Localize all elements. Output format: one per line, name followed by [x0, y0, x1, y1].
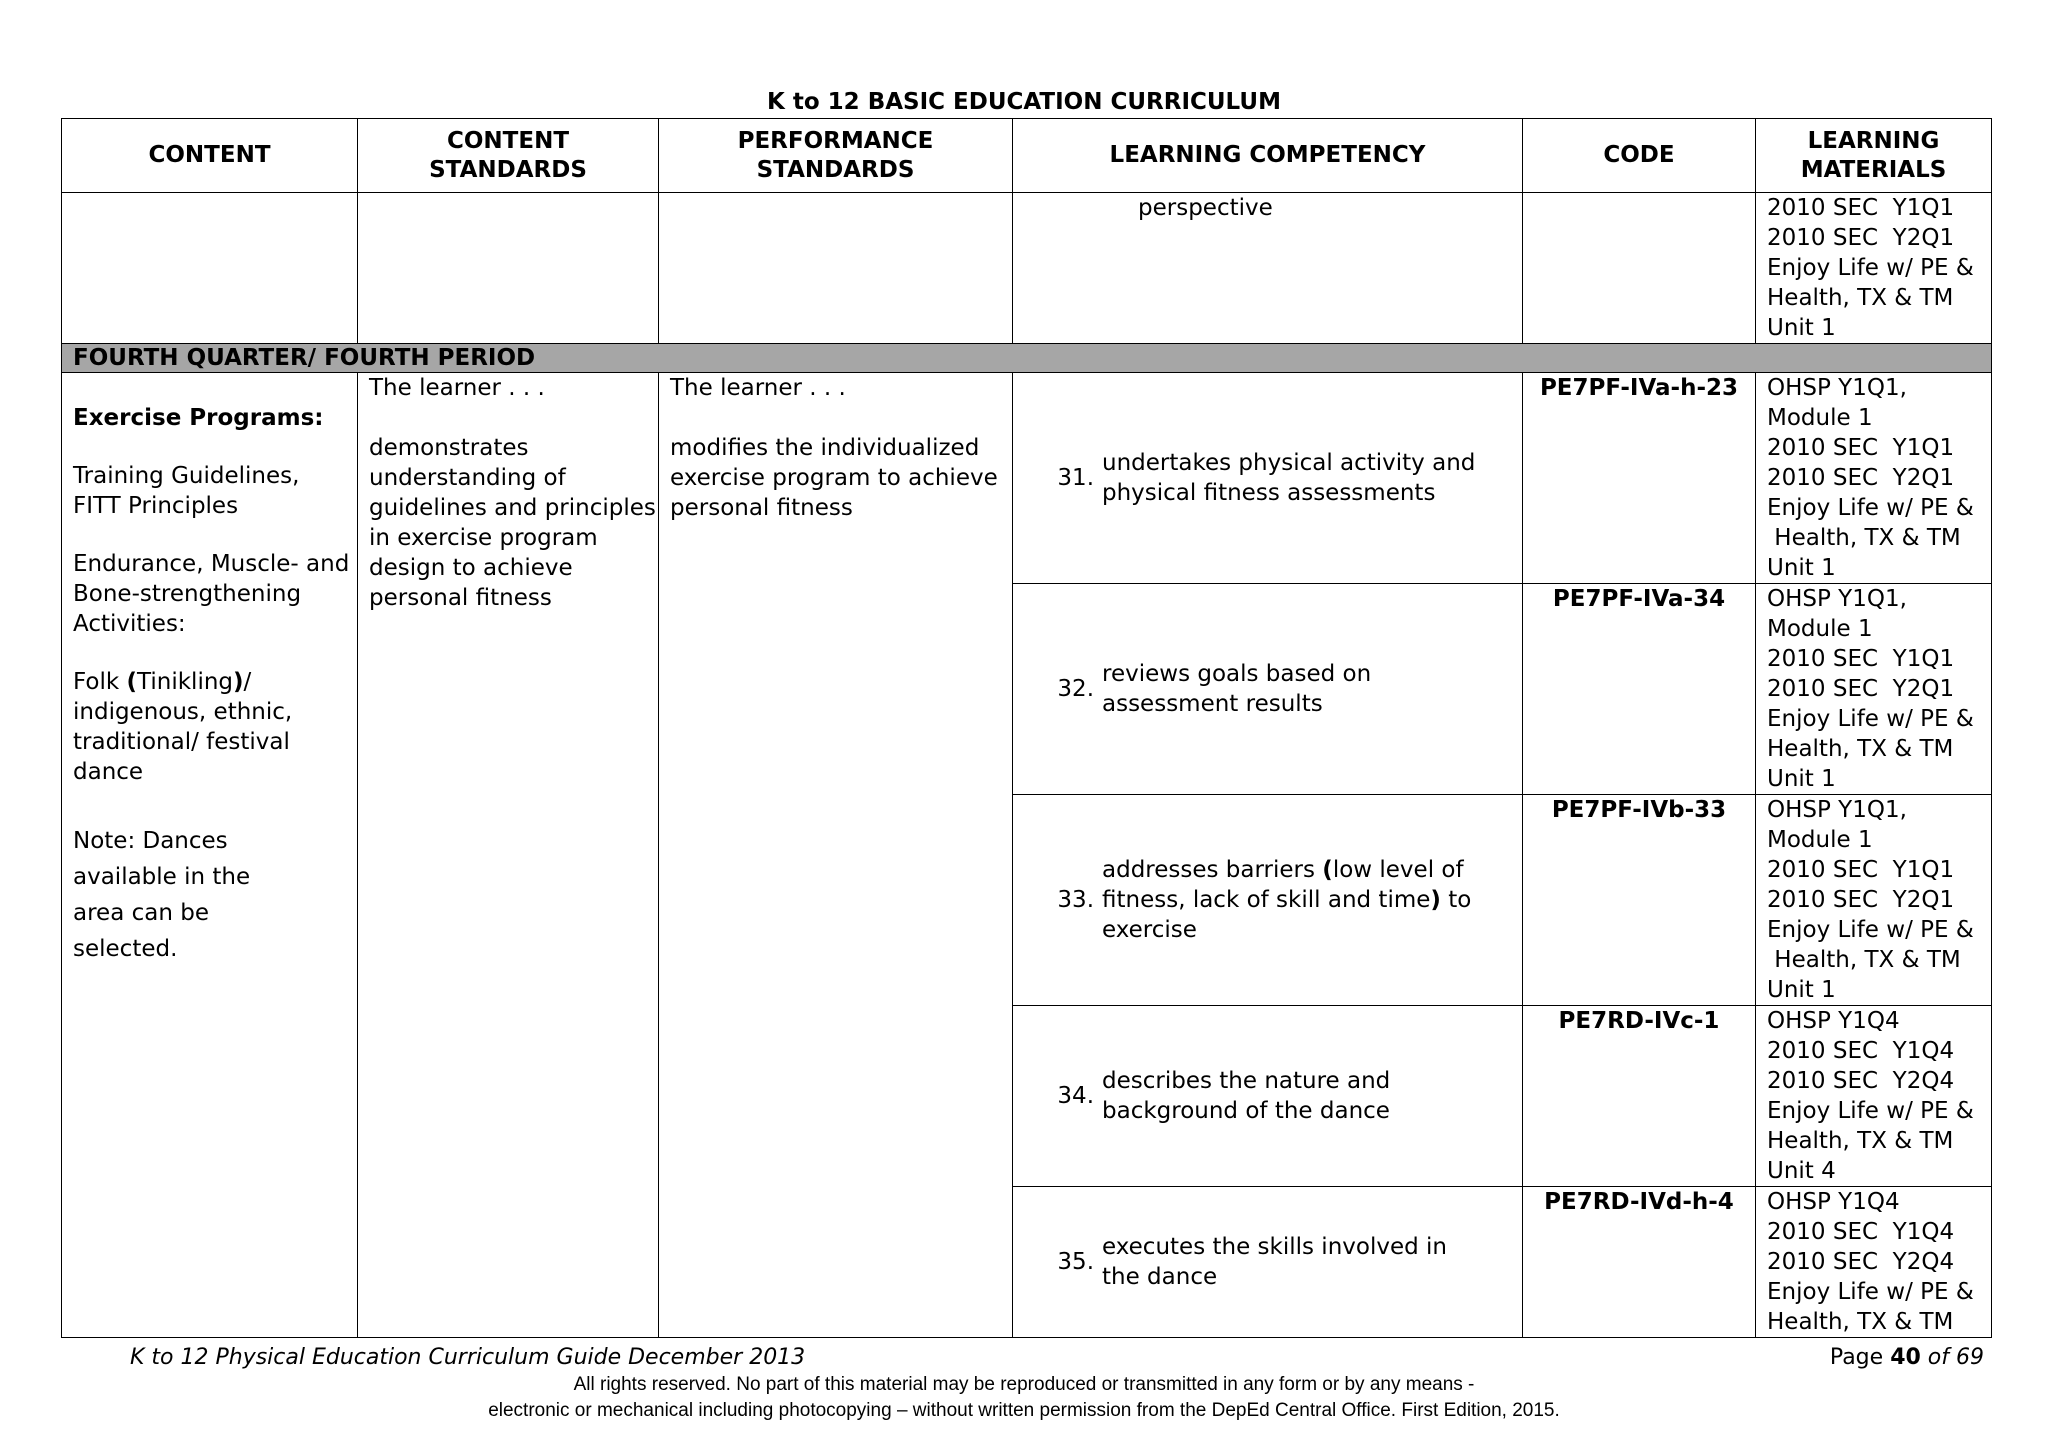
material-line: Unit 1 [1767, 766, 1836, 792]
document-title: K to 12 BASIC EDUCATION CURRICULUM [767, 89, 1281, 115]
competency-cell-31 [1013, 373, 1523, 584]
content-standards-cell [358, 373, 659, 1338]
header-content: CONTENT [62, 119, 358, 193]
material-line: Enjoy Life w/ PE & [1767, 495, 1974, 521]
material-line: Enjoy Life w/ PE & [1767, 917, 1974, 943]
exercise-programs-heading: Exercise Programs: [73, 405, 324, 431]
competency-number: 31. [1057, 465, 1094, 491]
material-line: OHSP Y1Q4 [1767, 1189, 1900, 1215]
material-line: OHSP Y1Q4 [1767, 1008, 1900, 1034]
folk-dance-text [73, 667, 346, 787]
materials-cell-31 [1756, 373, 1992, 584]
carryover-row [62, 193, 1992, 344]
quarter-label: FOURTH QUARTER/ FOURTH PERIOD [62, 344, 1992, 373]
header-code: CODE [1523, 119, 1756, 193]
competency-text-b: low level of fitness, lack of skill and time [1102, 857, 1464, 913]
competency-number: 33. [1057, 887, 1094, 913]
material-line: 2010 SEC Y2Q1 [1767, 465, 1955, 491]
material-line: 2010 SEC Y1Q1 [1767, 646, 1955, 672]
material-line: Health, TX & TM [1767, 525, 1961, 551]
competency-34 [1024, 1066, 1511, 1126]
endurance-text: Endurance, Muscle- and Bone-strengthening Activities: [73, 551, 350, 637]
competency-text-c: to exercise [1102, 887, 1472, 943]
carryover-competency-cell [1013, 193, 1523, 344]
curriculum-table [61, 118, 1992, 1338]
material-line: Unit 1 [1767, 315, 1836, 341]
rights-line-1: All rights reserved. No part of this material may be reproduced or transmitted in any form or by any means - [573, 1374, 1475, 1395]
folk-paren-open: ( [126, 669, 138, 695]
material-line: 2010 SEC Y1Q1 [1767, 195, 1955, 221]
competency-text [1102, 855, 1511, 945]
carryover-content-standards-cell [358, 193, 659, 344]
material-line: 2010 SEC Y2Q1 [1767, 676, 1955, 702]
material-line: Health, TX & TM [1767, 1128, 1954, 1154]
material-line: OHSP Y1Q1, [1767, 375, 1907, 401]
page-prefix: Page [1829, 1345, 1891, 1370]
header-row [62, 119, 1992, 193]
material-line: Health, TX & TM [1767, 1309, 1954, 1335]
material-line: Module 1 [1767, 405, 1873, 431]
header-learning-competency: LEARNING COMPETENCY [1013, 119, 1523, 193]
material-line: 2010 SEC Y2Q1 [1767, 225, 1955, 251]
code-cell-31: PE7PF-IVa-h-23 [1523, 373, 1756, 584]
competency-paren-close: ) [1430, 887, 1441, 913]
competency-cell-35 [1013, 1187, 1523, 1338]
folk-text-b: Tinikling [137, 669, 234, 695]
header-performance-standards: PERFORMANCE STANDARDS [659, 119, 1013, 193]
material-line: 2010 SEC Y2Q4 [1767, 1249, 1955, 1275]
material-line: Unit 1 [1767, 977, 1836, 1003]
code-cell-35: PE7RD-IVd-h-4 [1523, 1187, 1756, 1338]
material-line: Unit 4 [1767, 1158, 1836, 1184]
material-line: Unit 1 [1767, 555, 1836, 581]
competency-row-31 [62, 373, 1992, 584]
material-line: 2010 SEC Y1Q1 [1767, 857, 1955, 883]
competency-cell-34 [1013, 1006, 1523, 1187]
material-line: Module 1 [1767, 827, 1873, 853]
material-line: Enjoy Life w/ PE & [1767, 1279, 1974, 1305]
header-content-standards: CONTENT STANDARDS [358, 119, 659, 193]
materials-cell-33 [1756, 795, 1992, 1006]
materials-cell-32 [1756, 584, 1992, 795]
carryover-content-cell [62, 193, 358, 344]
material-line: 2010 SEC Y1Q1 [1767, 435, 1955, 461]
material-line: Enjoy Life w/ PE & [1767, 706, 1974, 732]
material-line: OHSP Y1Q1, [1767, 586, 1907, 612]
carryover-code-cell [1523, 193, 1756, 344]
competency-cell-33 [1013, 795, 1523, 1006]
performance-standards-cell [659, 373, 1013, 1338]
code-cell-34: PE7RD-IVc-1 [1523, 1006, 1756, 1187]
carryover-competency-text: perspective [1138, 195, 1273, 221]
code-cell-33: PE7PF-IVb-33 [1523, 795, 1756, 1006]
competency-text: executes the skills involved in the dance [1102, 1234, 1447, 1290]
footer-guide-title: K to 12 Physical Education Curriculum Guide December 2013 [130, 1345, 806, 1370]
material-line: 2010 SEC Y2Q4 [1767, 1068, 1955, 1094]
competency-text-a: addresses barriers [1102, 857, 1323, 883]
carryover-materials-cell [1756, 193, 1992, 344]
material-line: Module 1 [1767, 616, 1873, 642]
material-line: Health, TX & TM [1767, 285, 1954, 311]
quarter-row [62, 344, 1992, 373]
competency-32 [1024, 659, 1511, 719]
competency-number: 32. [1057, 676, 1094, 702]
competency-33 [1024, 855, 1511, 945]
material-line: 2010 SEC Y1Q4 [1767, 1219, 1955, 1245]
competency-31 [1024, 448, 1511, 508]
folk-text-c: / indigenous, ethnic, traditional/ festival dance [73, 669, 293, 785]
competency-paren-open: ( [1322, 857, 1333, 883]
material-line: Enjoy Life w/ PE & [1767, 255, 1974, 281]
material-line: Health, TX & TM [1767, 736, 1954, 762]
performance-standards-text: modifies the individualized exercise program to achieve personal fitness [670, 435, 998, 521]
footer-rights [0, 1372, 2048, 1424]
dance-note-text: Note: Dances available in the area can be selected. [73, 828, 251, 962]
carryover-performance-cell [659, 193, 1013, 344]
content-standards-text: demonstrates understanding of guidelines and principles in exercise program design to achieve personal fitness [369, 435, 656, 611]
performance-standards-intro: The learner . . . [670, 375, 846, 401]
material-line: 2010 SEC Y1Q4 [1767, 1038, 1955, 1064]
material-line: 2010 SEC Y2Q1 [1767, 887, 1955, 913]
competency-35 [1024, 1232, 1511, 1292]
materials-cell-35 [1756, 1187, 1992, 1338]
material-line: Health, TX & TM [1767, 947, 1961, 973]
material-line: Enjoy Life w/ PE & [1767, 1098, 1974, 1124]
competency-text: reviews goals based on assessment results [1102, 661, 1372, 717]
training-guidelines-text: Training Guidelines, FITT Principles [73, 463, 300, 519]
content-standards-intro: The learner . . . [369, 375, 545, 401]
folk-paren-close: ) [233, 669, 244, 695]
header-learning-materials: LEARNING MATERIALS [1756, 119, 1992, 193]
material-line: OHSP Y1Q1, [1767, 797, 1907, 823]
code-cell-32: PE7PF-IVa-34 [1523, 584, 1756, 795]
competency-number: 35. [1057, 1249, 1094, 1275]
page-current: 40 [1890, 1345, 1921, 1370]
rights-line-2: electronic or mechanical including photocopying – without written permission from the DepEd Central Office. First Edition, 2015. [488, 1400, 1560, 1421]
competency-text: undertakes physical activity and physical fitness assessments [1102, 450, 1476, 506]
materials-cell-34 [1756, 1006, 1992, 1187]
competency-cell-32 [1013, 584, 1523, 795]
competency-text: describes the nature and background of the dance [1102, 1068, 1391, 1124]
footer-page-number [1830, 1345, 1984, 1370]
competency-number: 34. [1057, 1083, 1094, 1109]
page-total: of 69 [1920, 1345, 1984, 1370]
content-cell [62, 373, 358, 1338]
folk-text-a: Folk [73, 669, 127, 695]
